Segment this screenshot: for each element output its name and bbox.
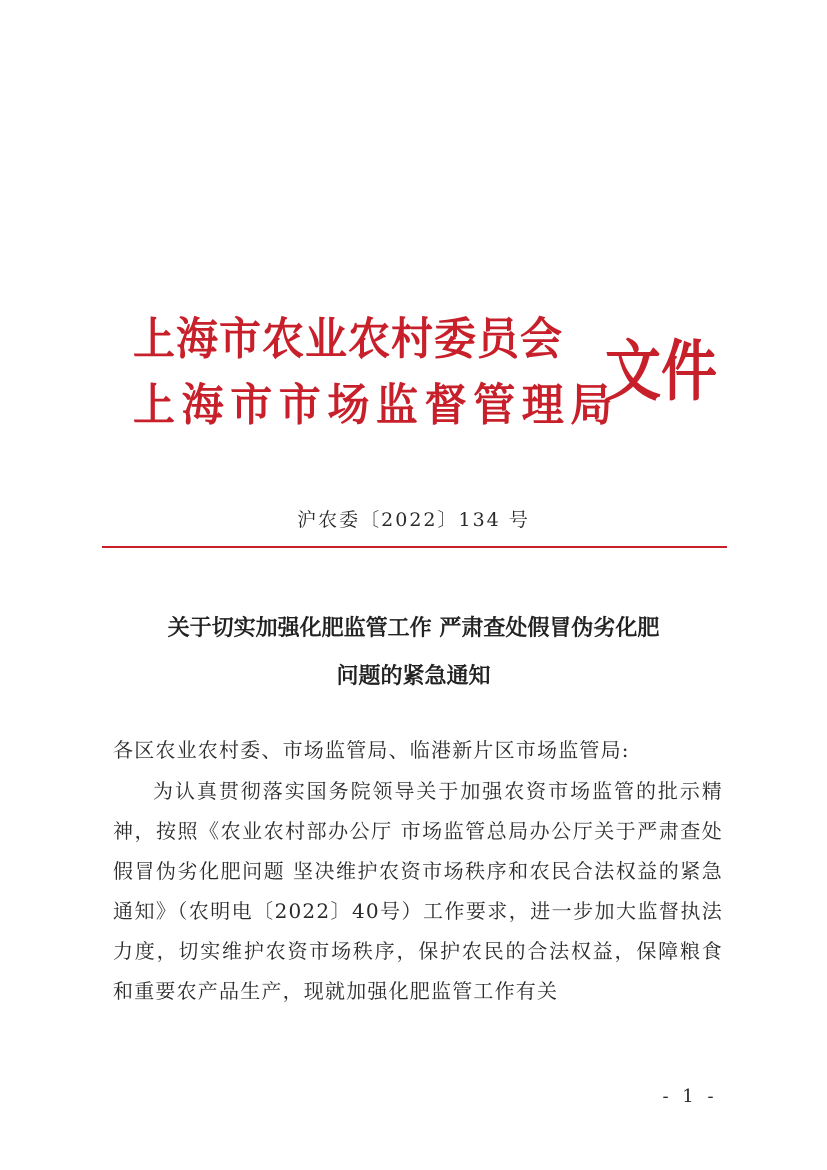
page-number: - 1 - <box>662 1086 718 1107</box>
notice-title-line-1: 关于切实加强化肥监管工作 严肃查处假冒伪劣化肥 <box>167 615 660 641</box>
notice-title <box>100 604 727 700</box>
body-paragraph: 为认真贯彻落实国务院领导关于加强农资市场监管的批示精神，按照《农业农村部办公厅 市场监管总局办公厅关于严肃查处假冒伪劣化肥问题 坚决维护农资市场秩序和农民合法权益的紧急通知》（农明电〔2022〕40号）工作要求，进一步加大监督执法力度，切实维护农资市场秩序，保护农民的合法权益，保障粮食和重要农产品生产，现就加强化肥监管工作有关 <box>113 779 723 1003</box>
document-label: 文件 <box>605 333 717 411</box>
document-header <box>133 305 717 455</box>
salutation: 各区农业农村委、市场监管局、临港新片区市场监管局: <box>113 738 630 762</box>
red-divider-line <box>102 546 727 548</box>
notice-title-line-2: 问题的紧急通知 <box>336 663 491 689</box>
issuer-line-market-regulation: 上海市市场监督管理局 <box>133 379 620 431</box>
issuer-line-agriculture: 上海市农业农村委员会 <box>133 313 564 365</box>
document-number: 沪农委〔2022〕134 号 <box>297 509 530 531</box>
